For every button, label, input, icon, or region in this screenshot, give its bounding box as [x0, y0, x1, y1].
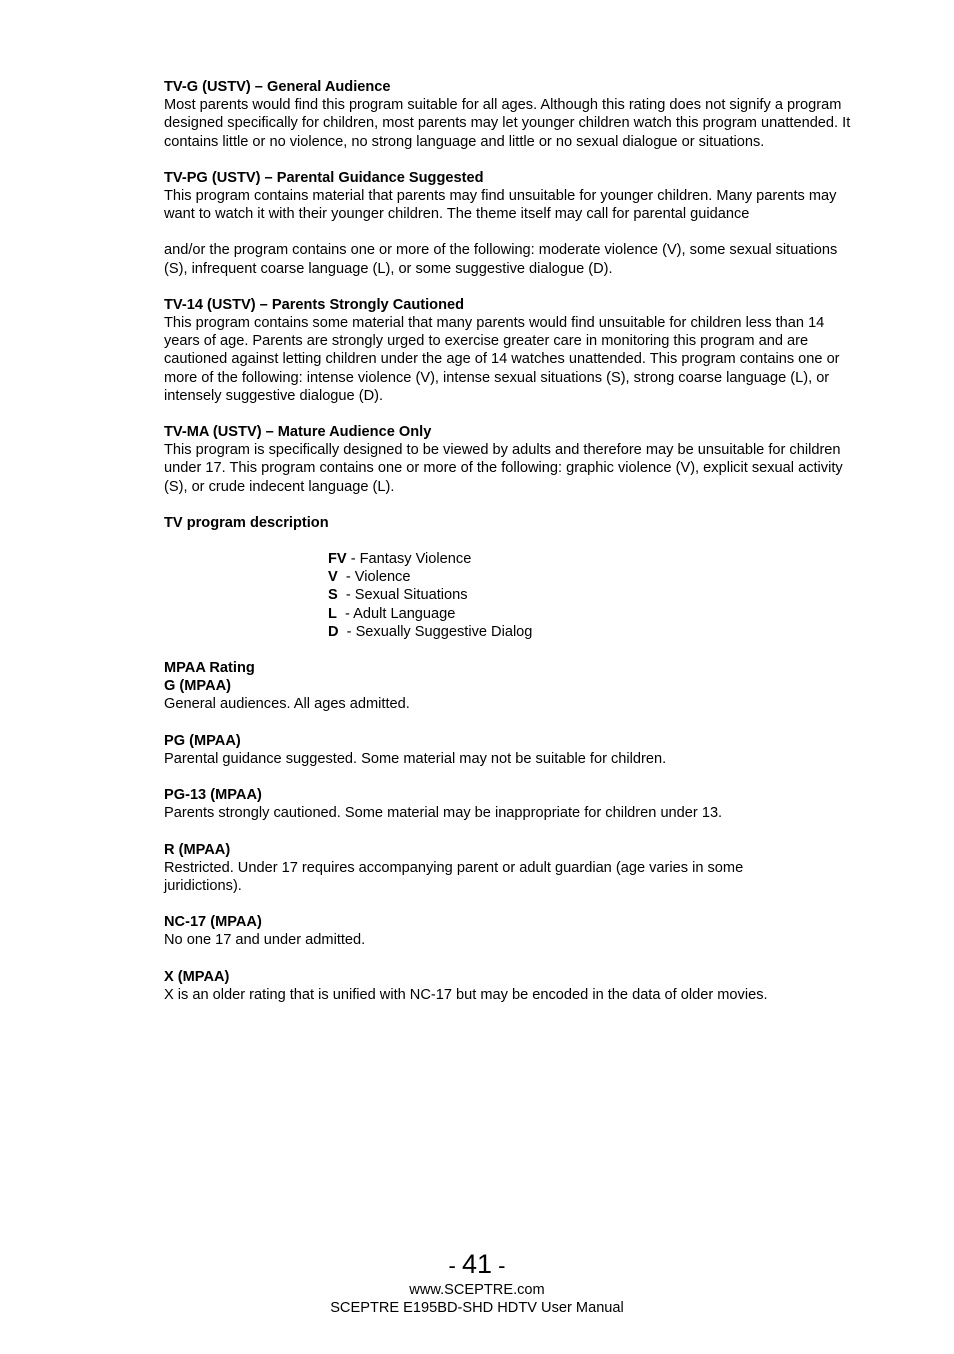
paragraph: No one 17 and under admitted. — [164, 932, 366, 949]
page-number-value: 41 — [461, 1249, 493, 1279]
section-heading: NC-17 (MPAA) — [164, 914, 262, 931]
mpaa-g — [164, 659, 864, 714]
paragraph: General audiences. All ages admitted. — [164, 696, 410, 713]
code-label: L — [328, 605, 337, 622]
code-label: FV — [328, 551, 347, 568]
section-heading: TV program description — [164, 514, 329, 531]
paragraph: and/or the program contains one or more of the following: moderate violence (V), some sexual situations (S), infrequent coarse language (L), or some suggestive dialogue (D). — [164, 242, 838, 277]
paragraph: X is an older rating that is unified with NC-17 but may be encoded in the data of older movies. — [164, 986, 768, 1003]
list-item — [328, 568, 864, 586]
paragraph: This program contains some material that many parents would find unsuitable for children less than 14 years of age. Parents are strongly urged to exercise greater care in monitoring this program and are cautioned against letting children under the age of 14 watches unattended. This program contains one or more of the following: intense violence (V), intense sexual situations (S), strong coarse language (L), or intensely suggestive dialogue (D). — [164, 315, 840, 404]
code-text: - Fantasy Violence — [346, 551, 472, 568]
section-heading: R (MPAA) — [164, 841, 231, 858]
code-label: D — [328, 623, 339, 640]
list-item — [328, 586, 864, 604]
list-item — [328, 623, 864, 641]
list-item — [328, 550, 864, 568]
paragraph: Most parents would find this program suitable for all ages. Although this rating does not signify a program designed specifically for children, most parents may let younger children watch this program unattended. It contains little or no violence, no strong language and little or no sexual dialogue or situations. — [164, 97, 851, 150]
code-text: - Violence — [337, 569, 411, 586]
mpaa-r — [164, 841, 864, 896]
footer-manual-title: SCEPTRE E195BD-SHD HDTV User Manual — [330, 1300, 624, 1316]
paragraph: This program contains material that parents may find unsuitable for younger children. Many parents may want to watch it with their younger children. The theme itself may call for parental guidance — [164, 188, 837, 223]
paragraph: Parental guidance suggested. Some material may not be suitable for children. — [164, 750, 667, 767]
section-heading: X (MPAA) — [164, 968, 230, 985]
tv-rating-tvpg — [164, 169, 864, 278]
section-heading: PG (MPAA) — [164, 732, 241, 749]
mpaa-pg13 — [164, 786, 864, 822]
list-item — [328, 605, 864, 623]
mpaa-x — [164, 968, 864, 1004]
section-heading: TV-PG (USTV) – Parental Guidance Suggested — [164, 169, 484, 186]
tv-program-description — [164, 514, 864, 641]
mpaa-nc17 — [164, 913, 864, 949]
code-text: - Sexual Situations — [337, 587, 468, 604]
tv-rating-tvg — [164, 78, 864, 151]
section-heading: TV-MA (USTV) – Mature Audience Only — [164, 424, 432, 441]
section-heading: TV-14 (USTV) – Parents Strongly Cautioned — [164, 296, 465, 313]
mpaa-pg — [164, 732, 864, 768]
content-code-list — [328, 550, 864, 641]
code-label: V — [328, 569, 338, 586]
tv-rating-tv14 — [164, 296, 864, 405]
paragraph: Parents strongly cautioned. Some material may be inappropriate for children under 13. — [164, 805, 723, 822]
code-text: - Adult Language — [336, 605, 456, 622]
code-text: - Sexually Suggestive Dialog — [338, 623, 533, 640]
code-label: S — [328, 587, 338, 604]
mpaa-heading: MPAA Rating — [164, 660, 255, 677]
section-heading: TV-G (USTV) – General Audience — [164, 79, 391, 95]
page-number: - 41 - — [448, 1249, 506, 1279]
footer-website: www.SCEPTRE.com — [409, 1282, 545, 1298]
tv-rating-tvma — [164, 423, 864, 496]
page-content — [164, 78, 864, 1022]
paragraph: This program is specifically designed to be viewed by adults and therefore may be unsuitable for children under 17. This program contains one or more of the following: graphic violence (V), explicit sexual activity (S), or crude indecent language (L). — [164, 442, 843, 495]
section-heading: PG-13 (MPAA) — [164, 787, 262, 804]
paragraph: Restricted. Under 17 requires accompanying parent or adult guardian (age varies in some juridictions). — [164, 859, 744, 894]
section-heading: G (MPAA) — [164, 678, 232, 695]
